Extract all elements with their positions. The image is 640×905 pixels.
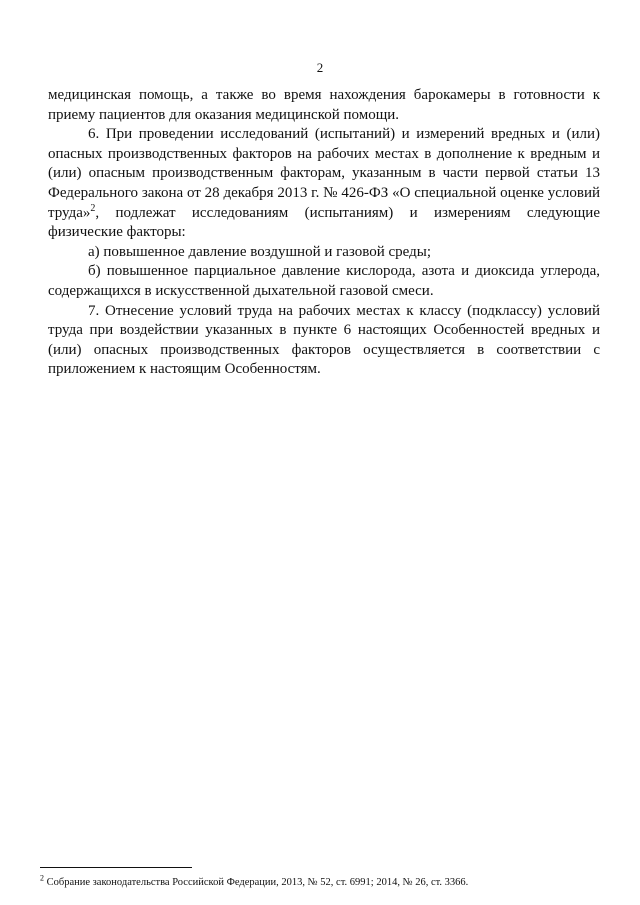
paragraph-7: 7. Отнесение условий труда на рабочих местах к классу (подклассу) условий труда при воздействии указанных в пункте 6 настоящих Особенностей вредных и (или) опасных производственных факторов осуществляется в соответствии с приложением к настоящим Особенностям.: [48, 302, 600, 378]
paragraph-6-text-end: , подлежат исследованиям (испытаниям) и измерениям следующие физические факторы:: [48, 204, 600, 241]
page-number: 2: [316, 60, 324, 75]
paragraph-6: [48, 125, 600, 243]
paragraph-continuation: медицинская помощь, а также во время нахождения барокамеры в готовности к приему пациентов для оказания медицинской помощи.: [48, 87, 600, 123]
footnote-marker: 2: [40, 873, 44, 883]
list-item-b: б) повышенное парциальное давление кислорода, азота и диоксида углерода, содержащихся в искусственной дыхательной газовой смеси.: [48, 263, 600, 299]
paragraph-6-text: 6. При проведении исследований (испытаний) и измерений вредных и (или) опасных производственных факторов на рабочих местах в дополнение к вредным и (или) опасным производственным факторам, указанным в части первой статьи 13 Федерального закона от 28 декабря 2013 г. № 426-ФЗ «О специальной оценке условий труда»: [48, 126, 600, 221]
footnote: [40, 873, 620, 889]
footnote-divider: [40, 867, 192, 868]
list-item-a: а) повышенное давление воздушной и газовой среды;: [88, 243, 432, 260]
document-body: [48, 86, 600, 380]
footnote-reference: 2: [90, 202, 96, 214]
footnote-text: Собрание законодательства Российской Федерации, 2013, № 52, ст. 6991; 2014, № 26, ст. 3366.: [44, 877, 469, 888]
